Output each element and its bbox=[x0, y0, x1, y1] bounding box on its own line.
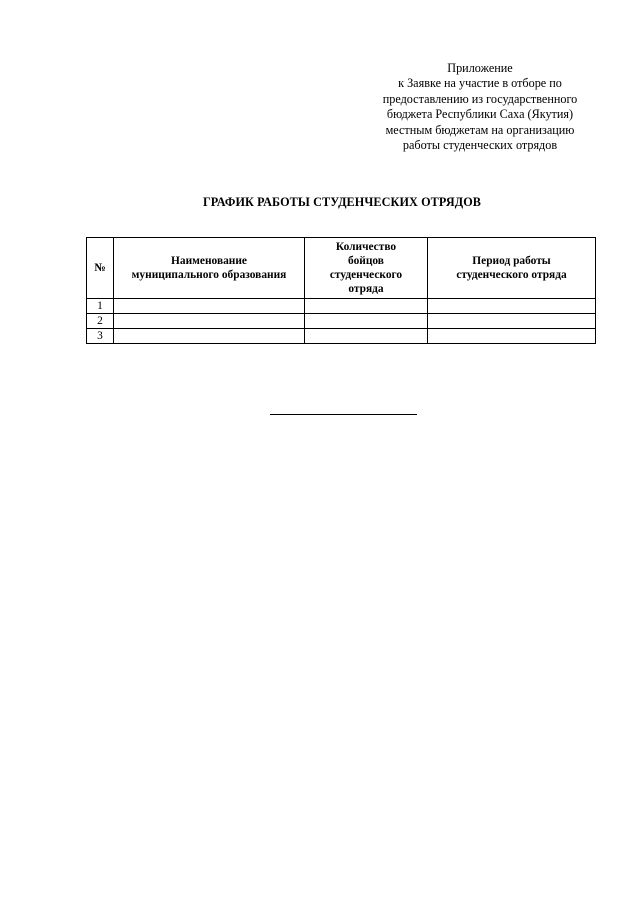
table-row bbox=[87, 329, 596, 344]
work-period-cell bbox=[428, 299, 596, 314]
municipality-cell bbox=[114, 314, 305, 329]
appendix-line: предоставлению из государственного bbox=[382, 91, 578, 106]
header-line: бойцов bbox=[348, 255, 384, 267]
appendix-line: Приложение bbox=[447, 61, 513, 75]
row-number-cell: 2 bbox=[87, 314, 114, 329]
work-period-cell bbox=[428, 314, 596, 329]
fighters-count-cell bbox=[305, 314, 428, 329]
header-line: Наименование bbox=[171, 255, 247, 267]
appendix-note bbox=[360, 61, 600, 153]
signature-line bbox=[270, 414, 417, 415]
table-row bbox=[87, 314, 596, 329]
row-number-cell: 3 bbox=[87, 329, 114, 344]
fighters-count-cell bbox=[305, 299, 428, 314]
row-number-cell: 1 bbox=[87, 299, 114, 314]
header-municipality bbox=[114, 238, 305, 299]
table-row bbox=[87, 299, 596, 314]
header-line: студенческого bbox=[329, 269, 403, 281]
header-work-period bbox=[428, 238, 596, 299]
document-title: ГРАФИК РАБОТЫ СТУДЕНЧЕСКИХ ОТРЯДОВ bbox=[202, 195, 482, 209]
work-period-cell bbox=[428, 329, 596, 344]
municipality-cell bbox=[114, 329, 305, 344]
header-number bbox=[87, 238, 114, 299]
appendix-line: местным бюджетам на организацию bbox=[385, 122, 575, 137]
appendix-line: работы студенческих отрядов bbox=[402, 138, 558, 153]
header-line: муниципального образования bbox=[131, 269, 287, 281]
municipality-cell bbox=[114, 299, 305, 314]
header-line: Количество bbox=[335, 241, 397, 253]
fighters-count-cell bbox=[305, 329, 428, 344]
header-line: № bbox=[94, 262, 106, 274]
table-header-row bbox=[87, 238, 596, 299]
appendix-line: бюджета Республики Саха (Якутия) bbox=[386, 107, 574, 122]
header-line: студенческого отряда bbox=[456, 269, 567, 281]
header-line: Период работы bbox=[472, 255, 551, 267]
appendix-line: к Заявке на участие в отборе по bbox=[398, 76, 562, 91]
header-fighters-count bbox=[305, 238, 428, 299]
schedule-table bbox=[86, 237, 596, 344]
header-line: отряда bbox=[348, 283, 384, 295]
